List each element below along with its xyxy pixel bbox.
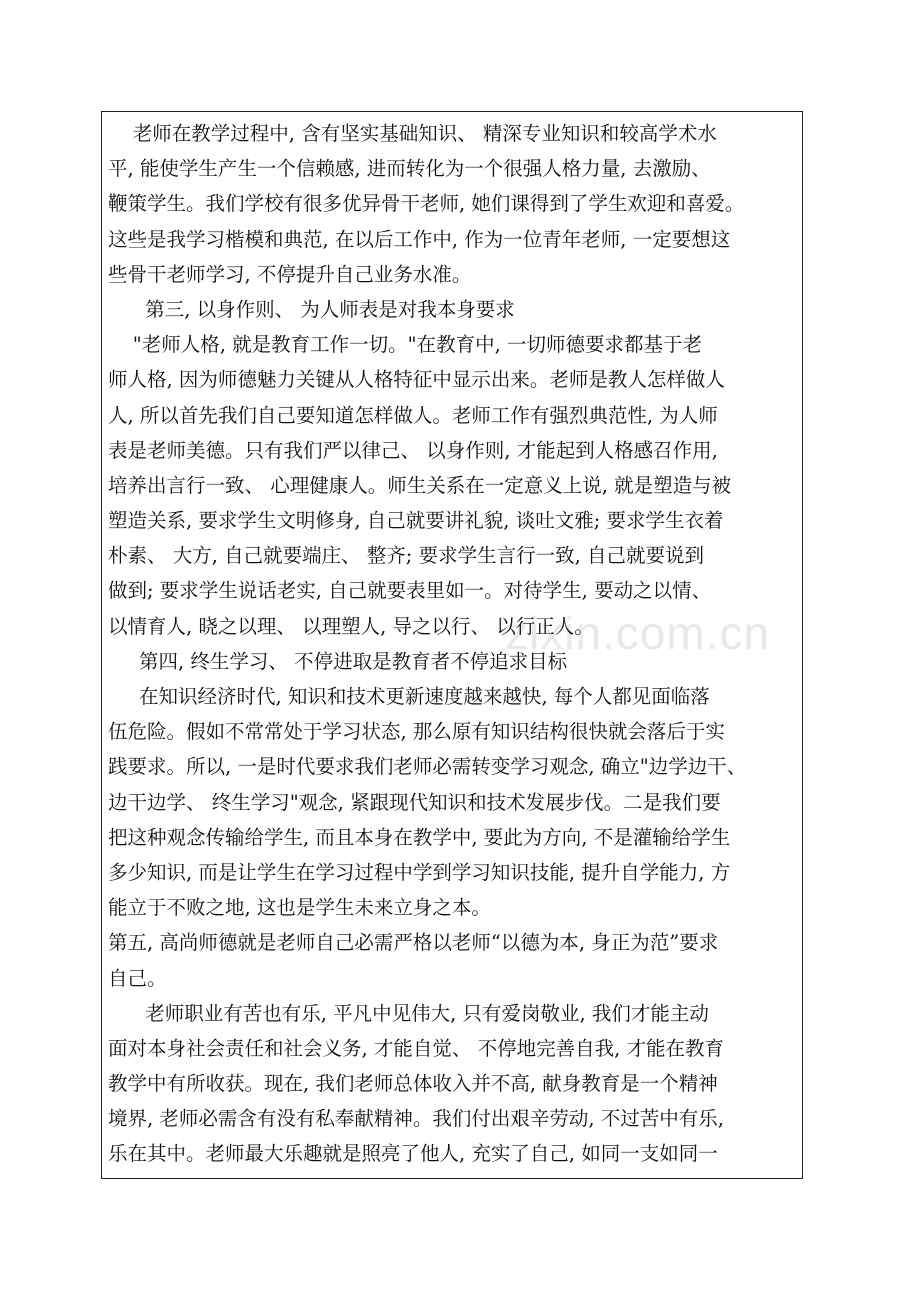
text-line: 教学中有所收获。现在, 我们老师总体收入并不高, 献身教育是一个精神 <box>108 1072 718 1096</box>
text-line: 人, 所以首先我们自己要知道怎样做人。老师工作有强烈典范性, 为人师 <box>108 403 718 427</box>
text-line: 表是老师美德。只有我们严以律己、 以身作则, 才能起到人格感召作用, <box>108 438 718 462</box>
text-line: 境界, 老师必需含有没有私奉献精神。我们付出艰辛劳动, 不过苦中有乐, <box>108 1107 724 1131</box>
text-line: 伍危险。假如不常常处于学习状态, 那么原有知识结构很快就会落后于实 <box>108 720 725 744</box>
text-line: 老师在教学过程中, 含有坚实基础知识、 精深专业知识和较高学术水 <box>108 122 717 145</box>
text-line: 践要求。所以, 一是时代要求我们老师必需转变学习观念, 确立"边学边干、 <box>108 755 747 779</box>
text-line: 能立于不败之地, 这也是学生未来立身之本。 <box>108 896 491 920</box>
text-line: 边干边学、 终生学习"观念, 紧跟现代知识和技术发展步伐。二是我们要 <box>108 790 721 814</box>
text-line: 老师职业有苦也有乐, 平凡中见伟大, 只有爱岗敬业, 我们才能主动 <box>108 1001 709 1025</box>
text-line: 塑造关系, 要求学生文明修身, 自己就要讲礼貌, 谈吐文雅; 要求学生衣着 <box>108 509 724 533</box>
text-line: 平, 能使学生产生一个信赖感, 进而转化为一个很强人格力量, 去激励、 <box>108 157 711 181</box>
text-line: "老师人格, 就是教育工作一切。"在教育中, 一切师德要求都基于老 <box>108 333 703 357</box>
text-line: 培养出言行一致、 心理健康人。师生关系在一定意义上说, 就是塑造与被 <box>108 473 732 497</box>
text-line: 鞭策学生。我们学校有很多优异骨干老师, 她们课得到了学生欢迎和喜爱。 <box>108 192 745 216</box>
text-line: 这些是我学习楷模和典范, 在以后工作中, 作为一位青年老师, 一定要想这 <box>108 227 731 251</box>
text-line: 乐在其中。老师最大乐趣就是照亮了他人, 充实了自己, 如同一支如同一 <box>108 1142 718 1166</box>
text-line: 以情育人, 晓之以理、 以理塑人, 导之以行、 以行正人。 <box>108 614 594 638</box>
section-heading-4: 第四, 终生学习、 不停进取是教育者不停追求目标 <box>108 649 568 673</box>
text-line: 把这种观念传输给学生, 而且本身在教学中, 要此为方向, 不是灌输给学生 <box>108 825 731 849</box>
text-line: 师人格, 因为师德魅力关键从人格特征中显示出来。老师是教人怎样做人 <box>108 368 725 392</box>
section-heading-5: 第五, 高尚师德就是老师自己必需严格以老师“以德为本, 身正为范”要求 <box>108 931 719 955</box>
document-body <box>108 116 800 1172</box>
text-line: 些骨干老师学习, 不停提升自己业务水准。 <box>108 262 472 286</box>
text-line: 自己。 <box>108 966 167 990</box>
text-line: 在知识经济时代, 知识和技术更新速度越来越快, 每个人都见面临落 <box>108 685 710 708</box>
text-line: 面对本身社会责任和社会义务, 才能自觉、 不停地完善自我, 才能在教育 <box>108 1036 724 1060</box>
text-line: 多少知识, 而是让学生在学习过程中学到学习知识技能, 提升自学能力, 方 <box>108 860 731 884</box>
watermark: zixin.com.cn <box>505 607 771 659</box>
section-heading-3: 第三, 以身作则、 为人师表是对我本身要求 <box>108 297 515 321</box>
text-line: 朴素、 大方, 自己就要端庄、 整齐; 要求学生言行一致, 自己就要说到 <box>108 544 704 568</box>
text-line: 做到; 要求学生说话老实, 自己就要表里如一。对待学生, 要动之以情、 <box>108 579 712 603</box>
